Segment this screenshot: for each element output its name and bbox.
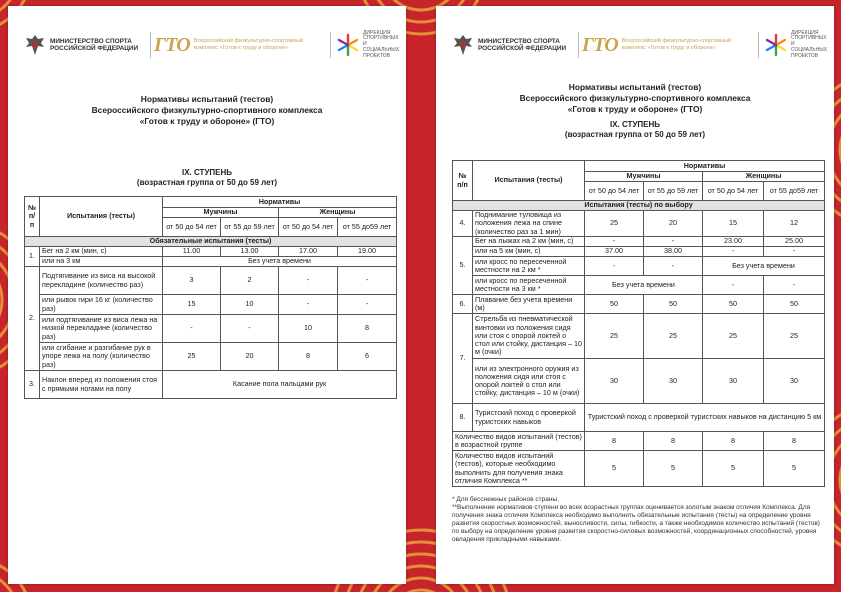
norm-value: - (585, 237, 644, 247)
table-row (25, 371, 397, 399)
norms-table-mandatory (24, 196, 397, 399)
norm-note: Без учета времени (585, 276, 703, 295)
norm-value: 12 (764, 211, 825, 237)
test-name: Наклон вперед из положения стоя с прямыми ногами на полу (40, 371, 163, 399)
logo-divider (150, 32, 151, 58)
norm-value: 8 (338, 315, 397, 343)
table-row (25, 315, 397, 343)
test-name: Бег на 2 км (мин, с) (40, 247, 163, 257)
header-age: от 55 до 59 лет (644, 182, 703, 201)
table-row (453, 295, 825, 314)
row-num: 3. (25, 371, 40, 399)
header-num: № п/п (25, 197, 40, 237)
norm-value: 6 (338, 343, 397, 371)
document-title (8, 94, 406, 127)
norm-value: - (279, 267, 338, 295)
norm-value: - (221, 315, 279, 343)
norm-value: 5 (644, 451, 703, 487)
header-num: № п/п (453, 161, 473, 201)
directorate-logo (336, 26, 403, 64)
norm-value: 20 (644, 211, 703, 237)
row-num: 1. (25, 247, 40, 267)
norm-note: Туристский поход с проверкой туристских навыков на дистанцию 5 км (585, 404, 825, 432)
norm-value: 15 (703, 211, 764, 237)
footnote-snowless: * Для бесснежных районов страны. (452, 496, 559, 503)
norm-value: 30 (703, 359, 764, 404)
document-page-left (8, 6, 406, 584)
test-name: Количество видов испытаний (тестов), которые необходимо выполнить для получения знака отличия Комплекса ** (453, 451, 585, 487)
eagle-emblem-icon (452, 33, 474, 57)
test-name: Туристский поход с проверкой туристских навыков (473, 404, 585, 432)
norm-note: Без учета времени (163, 257, 397, 267)
step-age: (возрастная группа от 50 до 59 лет) (564, 130, 706, 139)
table-row (453, 276, 825, 295)
directorate-logo (764, 26, 831, 64)
gto-mark: ГТО (582, 33, 618, 56)
directorate-name: ДИРЕКЦИЯ СПОРТИВНЫХ И СОЦИАЛЬНЫХ ПРОЕКТОВ (363, 29, 400, 59)
ministry-name: МИНИСТЕРСТВО СПОРТА РОССИЙСКОЙ ФЕДЕРАЦИИ (478, 37, 567, 52)
ministry-logo (24, 26, 142, 64)
colorful-star-icon (336, 33, 360, 57)
norm-value: 50 (585, 295, 644, 314)
footnote-award: **Выполнение нормативов ступени во всех возрастных группах оценивается золотым знаком отличия Комплекса. Для получения знака отличия Комплекса необходимо выполнить обязательные испытания (тесты) на определение уровня развития скоростных возможностей, выносливости, силы, гибкости, а также необходимое количество испытаний (тестов) по выбору на определение уровня развития скоростно-силовых возможностей, координационных способностей, уровня овладения прикладными навыками. (452, 504, 820, 543)
gto-logo (582, 26, 754, 64)
norm-value: 30 (644, 359, 703, 404)
header-tests: Испытания (тесты) (473, 161, 585, 201)
norm-value: 25 (585, 211, 644, 237)
header-women: Женщины (279, 208, 397, 218)
logo-row (24, 26, 400, 64)
test-name: Количество видов испытаний (тестов) в возрастной группе (453, 432, 585, 451)
table-row (453, 432, 825, 451)
header-age: от 55 до59 лет (764, 182, 825, 201)
table-row (25, 247, 397, 257)
test-name: или из электронного оружия из положения сидя или стоя с опорой локтей о стол или стойку, дистанция – 10 м (очки) (473, 359, 585, 404)
header-women: Женщины (703, 172, 825, 182)
norm-value: - (279, 295, 338, 315)
step-name: IX. СТУПЕНЬ (609, 120, 661, 129)
norm-value: 8 (644, 432, 703, 451)
step-age: (возрастная группа от 50 до 59 лет) (136, 178, 278, 187)
norms-table-optional (452, 160, 825, 487)
row-num: 2. (25, 267, 40, 371)
logo-divider (578, 32, 579, 58)
test-name: или кросс по пересеченной местности на 2 км * (473, 257, 585, 276)
logo-divider (758, 32, 759, 58)
norm-value: - (764, 247, 825, 257)
norm-value: - (163, 315, 221, 343)
row-num: 7. (453, 314, 473, 404)
document-title (436, 82, 834, 115)
test-name: Стрельба из пневматической винтовки из положения сидя или стоя с опорой локтей о стол или стойку, дистанция – 10 м (очки) (473, 314, 585, 359)
title-line: Всероссийского физкультурно-спортивного комплекса (519, 93, 751, 103)
test-name: Поднимание туловища из положения лежа на спине (количество раз за 1 мин) (473, 211, 585, 237)
header-age: от 50 до 54 лет (703, 182, 764, 201)
gto-text: Всероссийский физкультурно-спортивный комплекс «Готов к труду и обороне» (621, 38, 732, 51)
row-num: 6. (453, 295, 473, 314)
header-age: от 50 до 54 лет (585, 182, 644, 201)
norm-value: 50 (703, 295, 764, 314)
test-name: Подтягивание из виса на высокой перекладине (количество раз) (40, 267, 163, 295)
header-age: от 55 до 59 лет (221, 218, 279, 237)
step-heading (8, 168, 406, 188)
norm-value: 30 (764, 359, 825, 404)
norm-value: 50 (764, 295, 825, 314)
norm-value: - (644, 237, 703, 247)
norm-value: - (703, 276, 764, 295)
test-name: Плавание без учета времени (м) (473, 295, 585, 314)
colorful-star-icon (764, 33, 788, 57)
norm-value: 5 (764, 451, 825, 487)
norm-value: 8 (585, 432, 644, 451)
title-line: Нормативы испытаний (тестов) (140, 94, 274, 104)
norm-value: 25 (764, 314, 825, 359)
norm-value: 5 (585, 451, 644, 487)
title-line: «Готов к труду и обороне» (ГТО) (139, 116, 275, 126)
norm-value: 30 (585, 359, 644, 404)
table-row (25, 343, 397, 371)
table-row (453, 257, 825, 276)
row-num: 4. (453, 211, 473, 237)
row-num: 8. (453, 404, 473, 432)
test-name: или подтягивание из виса лежа на низкой перекладине (количество раз) (40, 315, 163, 343)
table-row (453, 404, 825, 432)
norm-value: - (703, 247, 764, 257)
section-optional: Испытания (тесты) по выбору (453, 201, 825, 211)
table-row (453, 211, 825, 237)
directorate-name: ДИРЕКЦИЯ СПОРТИВНЫХ И СОЦИАЛЬНЫХ ПРОЕКТОВ (791, 29, 828, 59)
step-name: IX. СТУПЕНЬ (181, 168, 233, 177)
norm-value: - (644, 257, 703, 276)
table-row (453, 359, 825, 404)
norm-value: 10 (221, 295, 279, 315)
header-tests: Испытания (тесты) (40, 197, 163, 237)
norm-value: 25 (163, 343, 221, 371)
row-num: 5. (453, 237, 473, 295)
step-heading (436, 120, 834, 140)
eagle-emblem-icon (24, 33, 46, 57)
norm-value: 37.00 (585, 247, 644, 257)
ministry-logo (452, 26, 570, 64)
test-name: Бег на лыжах на 2 км (мин, с) (473, 237, 585, 247)
norm-value: 50 (644, 295, 703, 314)
logo-divider (330, 32, 331, 58)
norm-value: 25.00 (764, 237, 825, 247)
norm-value: 13.00 (221, 247, 279, 257)
header-men: Мужчины (585, 172, 703, 182)
gto-logo (154, 26, 326, 64)
norm-value: 17.00 (279, 247, 338, 257)
norm-value: 11.00 (163, 247, 221, 257)
header-norms: Нормативы (585, 161, 825, 172)
gto-mark: ГТО (154, 33, 190, 56)
norm-value: 5 (703, 451, 764, 487)
norm-value: 8 (279, 343, 338, 371)
header-age: от 55 до59 лет (338, 218, 397, 237)
table-row (25, 267, 397, 295)
norm-value: 19.00 (338, 247, 397, 257)
footnotes (452, 496, 822, 544)
test-name: или рывок гири 16 кг (количество раз) (40, 295, 163, 315)
table-row (453, 314, 825, 359)
section-mandatory: Обязательные испытания (тесты) (25, 237, 397, 247)
norm-value: 15 (163, 295, 221, 315)
norm-value: 25 (703, 314, 764, 359)
table-row (25, 257, 397, 267)
table-row (453, 247, 825, 257)
norm-note: Без учета времени (703, 257, 825, 276)
header-men: Мужчины (163, 208, 279, 218)
norm-value: - (764, 276, 825, 295)
test-name: или сгибание и разгибание рук в упоре лежа на полу (количество раз) (40, 343, 163, 371)
title-line: Нормативы испытаний (тестов) (568, 82, 702, 92)
test-name: или на 3 км (40, 257, 163, 267)
document-page-right (436, 6, 834, 584)
norm-value: 20 (221, 343, 279, 371)
title-line: Всероссийского физкультурно-спортивного комплекса (91, 105, 323, 115)
norm-value: 8 (703, 432, 764, 451)
norm-note: Касание пола пальцами рук (163, 371, 397, 399)
header-age: от 50 до 54 лет (163, 218, 221, 237)
header-age: от 50 до 54 лет (279, 218, 338, 237)
norm-value: - (338, 267, 397, 295)
norm-value: 3 (163, 267, 221, 295)
gto-text: Всероссийский физкультурно-спортивный комплекс «Готов к труду и обороне» (193, 38, 304, 51)
norm-value: - (338, 295, 397, 315)
title-line: «Готов к труду и обороне» (ГТО) (567, 104, 703, 114)
table-row (25, 295, 397, 315)
norm-value: - (585, 257, 644, 276)
table-row (453, 237, 825, 247)
table-row (453, 451, 825, 487)
norm-value: 2 (221, 267, 279, 295)
norm-value: 10 (279, 315, 338, 343)
test-name: или на 5 км (мин, с) (473, 247, 585, 257)
norm-value: 25 (585, 314, 644, 359)
header-norms: Нормативы (163, 197, 397, 208)
norm-value: 8 (764, 432, 825, 451)
test-name: или кросс по пересеченной местности на 3 км * (473, 276, 585, 295)
norm-value: 25 (644, 314, 703, 359)
ministry-name: МИНИСТЕРСТВО СПОРТА РОССИЙСКОЙ ФЕДЕРАЦИИ (50, 37, 139, 52)
norm-value: 23.00 (703, 237, 764, 247)
logo-row (452, 26, 828, 64)
norm-value: 38.00 (644, 247, 703, 257)
